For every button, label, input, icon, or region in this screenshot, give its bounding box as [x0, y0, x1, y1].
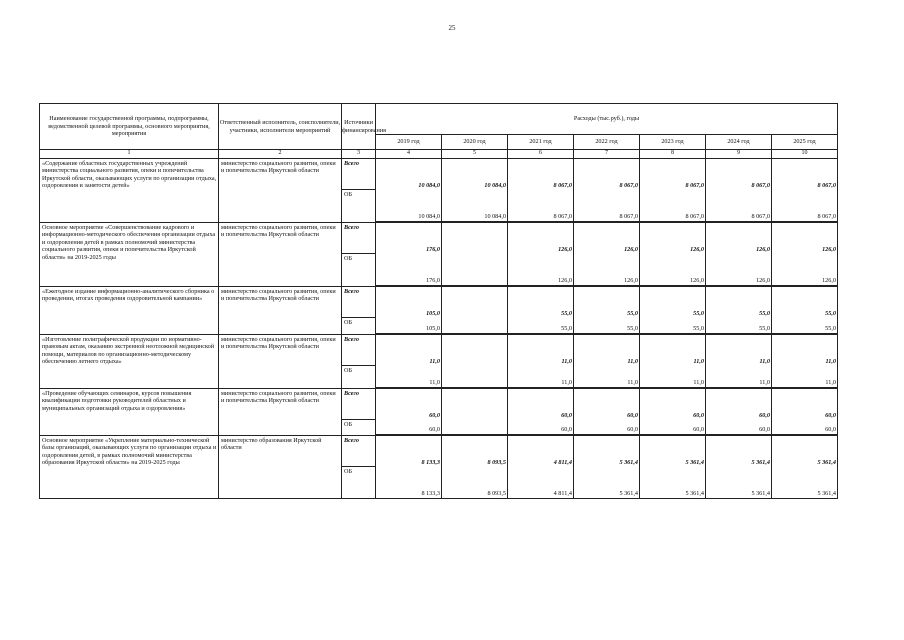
row-name: «Изготовление полиграфической продукции по нормативно-правовым актам, оказанию экстренной неотложной медицинской помощи, материалов по организационно-методическому обеспечению летнего отдыха»	[40, 335, 219, 389]
year-value-cell	[640, 287, 706, 335]
row-sources	[342, 159, 376, 223]
year-value-cell	[706, 436, 772, 499]
header-sources: Источники финансирования	[342, 104, 376, 150]
source-ob-label: ОБ	[342, 466, 375, 498]
source-total-label: Всего	[344, 390, 359, 397]
source-total-label: Всего	[344, 437, 359, 444]
ob-value: 5 361,4	[685, 489, 704, 497]
row-name: «Ежегодное издание информационно-аналитического сборника о проведении, итогах проведения оздоровительной кампании»	[40, 287, 219, 335]
total-value: 55,0	[759, 309, 770, 317]
total-value: 8 067,0	[619, 181, 638, 189]
ob-value	[442, 365, 507, 388]
ob-value: 55,0	[772, 317, 837, 334]
total-value: 126,0	[624, 245, 638, 253]
ob-value: 126,0	[706, 253, 771, 286]
total-value: 5 361,4	[817, 458, 836, 466]
ob-value: 55,0	[706, 317, 771, 334]
header-responsible: Ответственный исполнитель, соисполнители, участники, исполнители мероприятий	[219, 104, 342, 150]
source-ob-label: ОБ	[342, 189, 375, 222]
ob-value: 10 084,0	[376, 189, 441, 222]
ob-value: 4 811,4	[553, 489, 572, 497]
row-responsible: министерство социального развития, опеки и попечительства Иркутской области	[219, 389, 342, 436]
row-responsible: министерство социального развития, опеки и попечительства Иркутской области	[219, 223, 342, 287]
table-body	[40, 159, 838, 499]
ob-value: 11,0	[574, 365, 639, 388]
budget-table	[39, 103, 838, 499]
ob-value: 8 067,0	[772, 189, 837, 222]
total-value: 8 093,5	[487, 458, 506, 466]
column-number: 7	[574, 150, 640, 159]
ob-value: 60,0	[376, 419, 441, 435]
column-number: 2	[219, 150, 342, 159]
ob-value: 60,0	[640, 419, 705, 435]
ob-value: 8 067,0	[706, 189, 771, 222]
ob-value	[442, 253, 507, 286]
total-value: 5 361,4	[619, 458, 638, 466]
total-value: 55,0	[627, 309, 638, 317]
year-value-cell	[508, 335, 574, 389]
header-year: 2025 год	[772, 135, 838, 150]
ob-value	[442, 419, 507, 435]
ob-value: 11,0	[640, 365, 705, 388]
year-value-cell	[640, 159, 706, 223]
year-value-cell	[574, 223, 640, 287]
total-value: 126,0	[558, 245, 572, 253]
year-value-cell	[442, 223, 508, 287]
header-year: 2019 год	[376, 135, 442, 150]
header-year: 2023 год	[640, 135, 706, 150]
ob-value: 60,0	[508, 419, 573, 435]
year-value-cell	[574, 159, 640, 223]
row-name: Основное мероприятие «Укрепление материально-технической базы организаций, оказывающих услуги по организации отдыха и оздоровления детей, в рамках полномочий министерства образования Иркутской области» на 2019-2025 годы	[40, 436, 219, 499]
year-value-cell	[706, 159, 772, 223]
year-value-cell	[706, 389, 772, 436]
total-value: 11,0	[693, 357, 704, 365]
year-value-cell	[706, 223, 772, 287]
year-value-cell	[640, 335, 706, 389]
year-value-cell	[442, 389, 508, 436]
total-value: 105,0	[426, 309, 440, 317]
ob-value: 5 361,4	[619, 489, 638, 497]
ob-value: 60,0	[706, 419, 771, 435]
total-value	[442, 287, 507, 317]
source-ob-label: ОБ	[342, 365, 375, 388]
row-sources	[342, 223, 376, 287]
ob-value: 11,0	[772, 365, 837, 388]
row-sources	[342, 287, 376, 335]
ob-value: 60,0	[574, 419, 639, 435]
total-value: 176,0	[426, 245, 440, 253]
total-value: 60,0	[561, 411, 572, 419]
total-value: 4 811,4	[553, 458, 572, 466]
year-value-cell	[640, 436, 706, 499]
year-value-cell	[772, 159, 838, 223]
year-value-cell	[706, 287, 772, 335]
ob-value: 8 067,0	[640, 189, 705, 222]
year-value-cell	[442, 287, 508, 335]
column-number: 10	[772, 150, 838, 159]
source-ob-label: ОБ	[342, 253, 375, 286]
page-number: 25	[448, 24, 456, 32]
year-value-cell	[376, 287, 442, 335]
year-value-cell	[508, 389, 574, 436]
year-value-cell	[508, 223, 574, 287]
ob-value: 126,0	[508, 253, 573, 286]
header-year: 2020 год	[442, 135, 508, 150]
total-value: 11,0	[429, 357, 440, 365]
total-value: 11,0	[825, 357, 836, 365]
total-value: 5 361,4	[751, 458, 770, 466]
ob-value: 105,0	[376, 317, 441, 334]
year-value-cell	[640, 223, 706, 287]
ob-value: 60,0	[772, 419, 837, 435]
total-value: 11,0	[561, 357, 572, 365]
ob-value: 11,0	[376, 365, 441, 388]
table-row	[40, 335, 838, 389]
total-value: 8 067,0	[817, 181, 836, 189]
ob-value: 5 361,4	[817, 489, 836, 497]
column-number: 3	[342, 150, 376, 159]
year-value-cell	[376, 335, 442, 389]
row-name: Основное мероприятие «Совершенствование кадрового и информационно-методического обеспечения организации отдыха и оздоровления детей в рамках полномочий министерства социального развития, опеки и попечительства Иркутской области» на 2019-2025 годы	[40, 223, 219, 287]
total-value: 55,0	[825, 309, 836, 317]
column-number: 8	[640, 150, 706, 159]
total-value	[442, 335, 507, 365]
total-value: 8 067,0	[685, 181, 704, 189]
total-value: 8 067,0	[553, 181, 572, 189]
year-value-cell	[376, 223, 442, 287]
total-value: 11,0	[759, 357, 770, 365]
year-value-cell	[772, 223, 838, 287]
total-value: 126,0	[690, 245, 704, 253]
row-responsible: министерство социального развития, опеки и попечительства Иркутской области	[219, 159, 342, 223]
ob-value: 55,0	[574, 317, 639, 334]
column-number: 9	[706, 150, 772, 159]
ob-value: 8 133,3	[421, 489, 440, 497]
column-number: 1	[40, 150, 219, 159]
source-ob-label: ОБ	[342, 419, 375, 435]
table-row	[40, 159, 838, 223]
ob-value: 126,0	[574, 253, 639, 286]
year-value-cell	[508, 436, 574, 499]
header-year: 2022 год	[574, 135, 640, 150]
total-value: 8 067,0	[751, 181, 770, 189]
ob-value: 126,0	[640, 253, 705, 286]
table-row	[40, 287, 838, 335]
ob-value: 55,0	[508, 317, 573, 334]
row-responsible: министерство социального развития, опеки и попечительства Иркутской области	[219, 335, 342, 389]
column-number: 6	[508, 150, 574, 159]
header-expenses: Расходы (тыс.руб.), годы	[376, 104, 838, 135]
total-value	[442, 223, 507, 253]
year-value-cell	[772, 335, 838, 389]
total-value: 55,0	[693, 309, 704, 317]
ob-value: 55,0	[640, 317, 705, 334]
ob-value: 11,0	[508, 365, 573, 388]
ob-value: 126,0	[772, 253, 837, 286]
total-value: 126,0	[822, 245, 836, 253]
year-value-cell	[772, 436, 838, 499]
year-value-cell	[508, 287, 574, 335]
column-number: 4	[376, 150, 442, 159]
total-value: 5 361,4	[685, 458, 704, 466]
year-value-cell	[640, 389, 706, 436]
total-value: 60,0	[429, 411, 440, 419]
source-total-label: Всего	[344, 224, 359, 231]
year-value-cell	[376, 159, 442, 223]
row-responsible: министерство образования Иркутской области	[219, 436, 342, 499]
year-value-cell	[706, 335, 772, 389]
total-value: 60,0	[627, 411, 638, 419]
ob-value: 8 093,5	[487, 489, 506, 497]
table-row	[40, 436, 838, 499]
header-year: 2021 год	[508, 135, 574, 150]
total-value: 10 084,0	[418, 181, 440, 189]
year-value-cell	[574, 335, 640, 389]
year-value-cell	[772, 389, 838, 436]
year-value-cell	[376, 389, 442, 436]
row-sources	[342, 389, 376, 436]
total-value: 60,0	[825, 411, 836, 419]
year-value-cell	[772, 287, 838, 335]
column-number: 5	[442, 150, 508, 159]
row-sources	[342, 335, 376, 389]
total-value: 55,0	[561, 309, 572, 317]
header-name: Наименование государственной программы, подпрограммы, ведомственной целевой программы, основного мероприятия, мероприятия	[40, 104, 219, 150]
year-value-cell	[442, 335, 508, 389]
source-total-label: Всего	[344, 336, 359, 343]
row-name: «Проведение обучающих семинаров, курсов повышения квалификации подготовки руководителей областных и муниципальных организаций отдыха и оздоровления»	[40, 389, 219, 436]
year-value-cell	[508, 159, 574, 223]
total-value: 11,0	[627, 357, 638, 365]
ob-value: 10 084,0	[442, 189, 507, 222]
ob-value: 8 067,0	[508, 189, 573, 222]
header-year: 2024 год	[706, 135, 772, 150]
ob-value: 176,0	[376, 253, 441, 286]
ob-value	[442, 317, 507, 334]
source-ob-label: ОБ	[342, 317, 375, 334]
row-name: «Содержание областных государственных учреждений министерства социального развития, опеки и попечительства Иркутской области, оказывающих услуги по организации отдыха, оздоровления и занятости детей»	[40, 159, 219, 223]
year-value-cell	[442, 159, 508, 223]
total-value	[442, 389, 507, 419]
ob-value: 5 361,4	[751, 489, 770, 497]
row-sources	[342, 436, 376, 499]
ob-value: 11,0	[706, 365, 771, 388]
year-value-cell	[376, 436, 442, 499]
total-value: 126,0	[756, 245, 770, 253]
total-value: 8 133,3	[421, 458, 440, 466]
source-total-label: Всего	[344, 288, 359, 295]
total-value: 60,0	[759, 411, 770, 419]
total-value: 60,0	[693, 411, 704, 419]
table-row	[40, 389, 838, 436]
row-responsible: министерство социального развития, опеки и попечительства Иркутской области	[219, 287, 342, 335]
year-value-cell	[574, 389, 640, 436]
year-value-cell	[574, 287, 640, 335]
year-value-cell	[442, 436, 508, 499]
table-row	[40, 223, 838, 287]
year-value-cell	[574, 436, 640, 499]
source-total-label: Всего	[344, 160, 359, 167]
ob-value: 8 067,0	[574, 189, 639, 222]
total-value: 10 084,0	[484, 181, 506, 189]
